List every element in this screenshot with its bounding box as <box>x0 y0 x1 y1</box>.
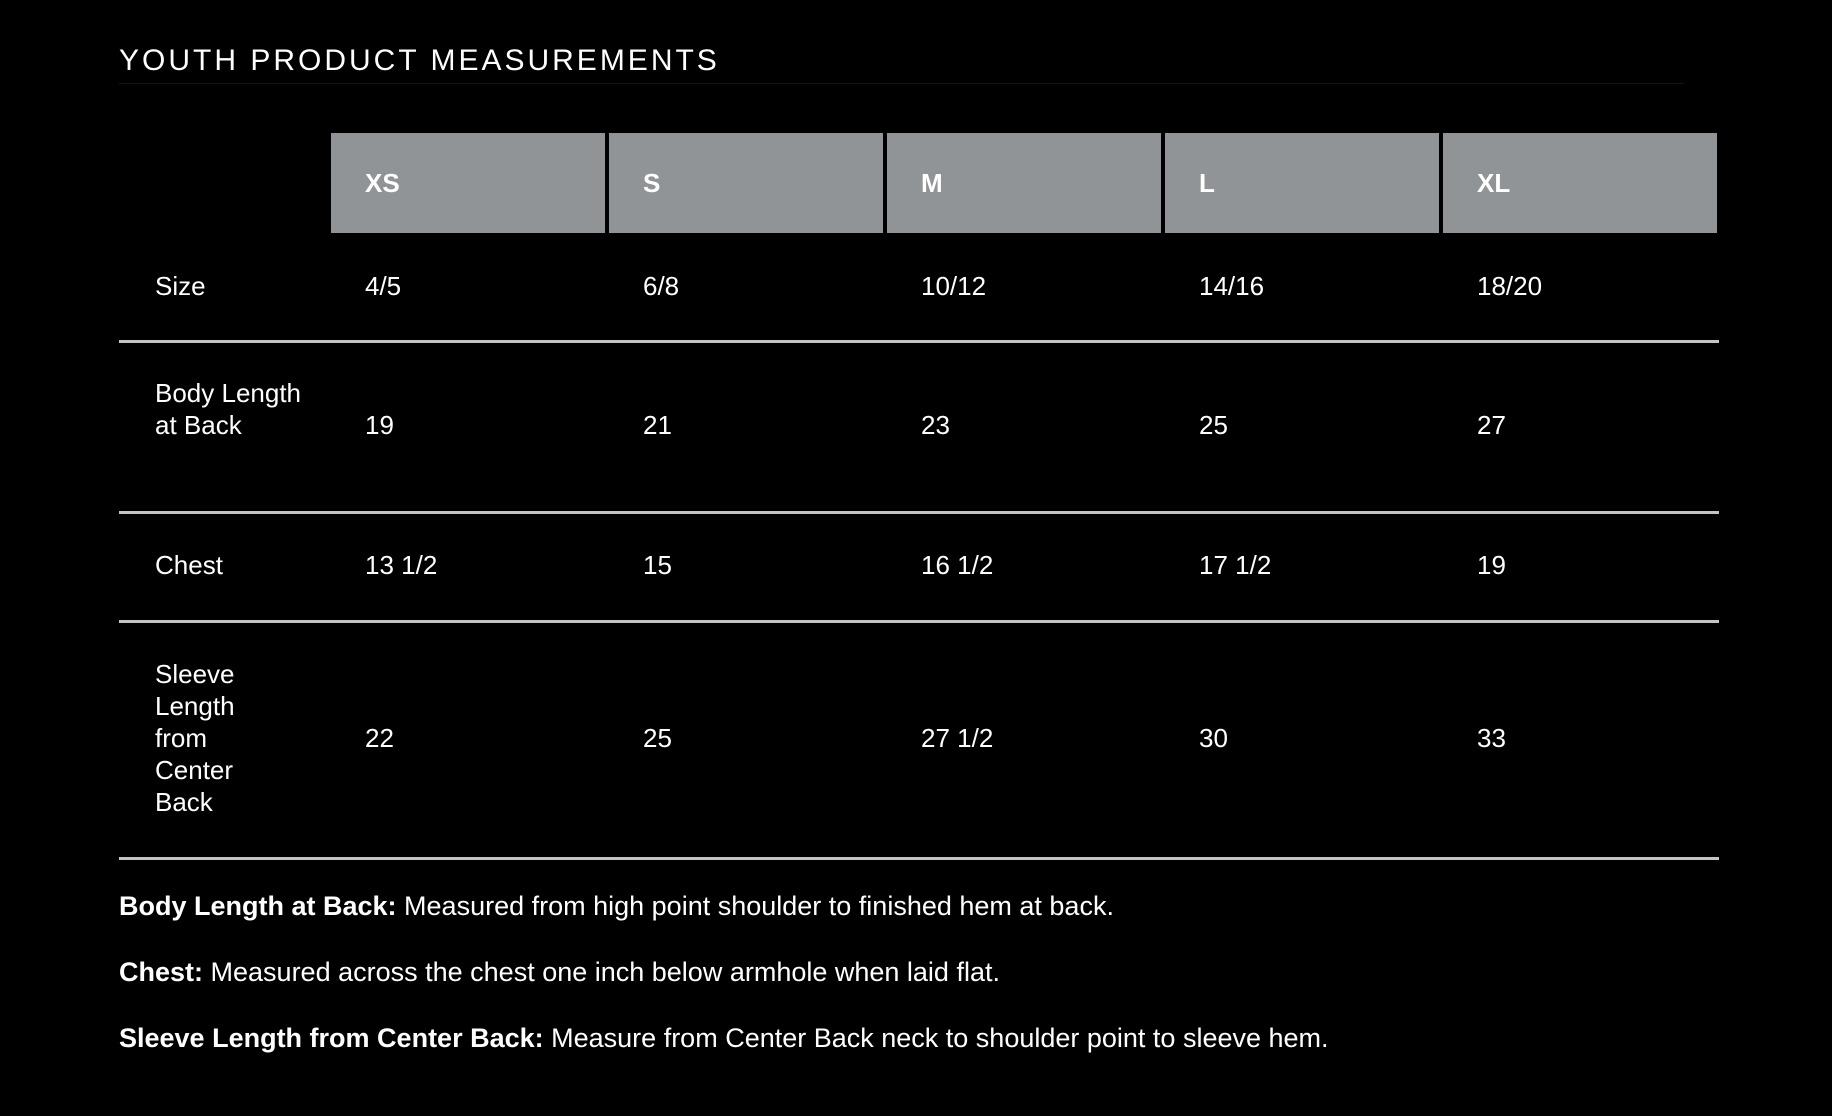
note-chest <box>119 955 1000 989</box>
table-cell: 6/8 <box>643 271 680 301</box>
table-cell: 22 <box>365 723 394 753</box>
note-body-length <box>119 889 1114 923</box>
row-label-size: Size <box>155 271 206 301</box>
table-cell: 13 1/2 <box>365 550 438 580</box>
note-sleeve-length <box>119 1021 1329 1055</box>
table-cell: 17 1/2 <box>1199 550 1272 580</box>
table-cell: 30 <box>1199 723 1228 753</box>
table-cell: 27 <box>1477 410 1506 440</box>
column-header-l: L <box>1165 133 1439 233</box>
column-header-xs: XS <box>331 133 605 233</box>
column-header-xl: XL <box>1443 133 1717 233</box>
row-divider <box>119 857 1719 860</box>
row-label-chest: Chest <box>155 550 223 580</box>
row-divider <box>119 620 1719 623</box>
title-divider <box>119 83 1684 84</box>
column-header-m: M <box>887 133 1161 233</box>
table-cell: 18/20 <box>1477 271 1543 301</box>
table-cell: 19 <box>1477 550 1506 580</box>
table-cell: 19 <box>365 410 394 440</box>
note-term: Body Length at Back: <box>119 891 397 921</box>
table-cell: 15 <box>643 550 672 580</box>
note-term: Sleeve Length from Center Back: <box>119 1023 544 1053</box>
note-term: Chest: <box>119 957 204 987</box>
note-text: Measure from Center Back neck to shoulder point to sleeve hem. <box>551 1023 1329 1053</box>
row-label-sleeve-length: Sleeve Length from Center Back <box>155 659 235 817</box>
row-label-body-length: Body Length at Back <box>155 378 302 440</box>
table-cell: 25 <box>643 723 672 753</box>
table-cell: 27 1/2 <box>921 723 994 753</box>
table-cell: 25 <box>1199 410 1228 440</box>
column-header-s: S <box>609 133 883 233</box>
row-divider <box>119 511 1719 514</box>
table-cell: 14/16 <box>1199 271 1265 301</box>
table-cell: 16 1/2 <box>921 550 994 580</box>
page-title: YOUTH PRODUCT MEASUREMENTS <box>119 44 720 77</box>
table-cell: 33 <box>1477 723 1506 753</box>
row-divider <box>119 340 1719 343</box>
table-cell: 23 <box>921 410 950 440</box>
note-text: Measured across the chest one inch below armhole when laid flat. <box>210 957 1000 987</box>
table-cell: 10/12 <box>921 271 987 301</box>
table-cell: 4/5 <box>365 271 402 301</box>
table-cell: 21 <box>643 410 672 440</box>
note-text: Measured from high point shoulder to finished hem at back. <box>404 891 1114 921</box>
